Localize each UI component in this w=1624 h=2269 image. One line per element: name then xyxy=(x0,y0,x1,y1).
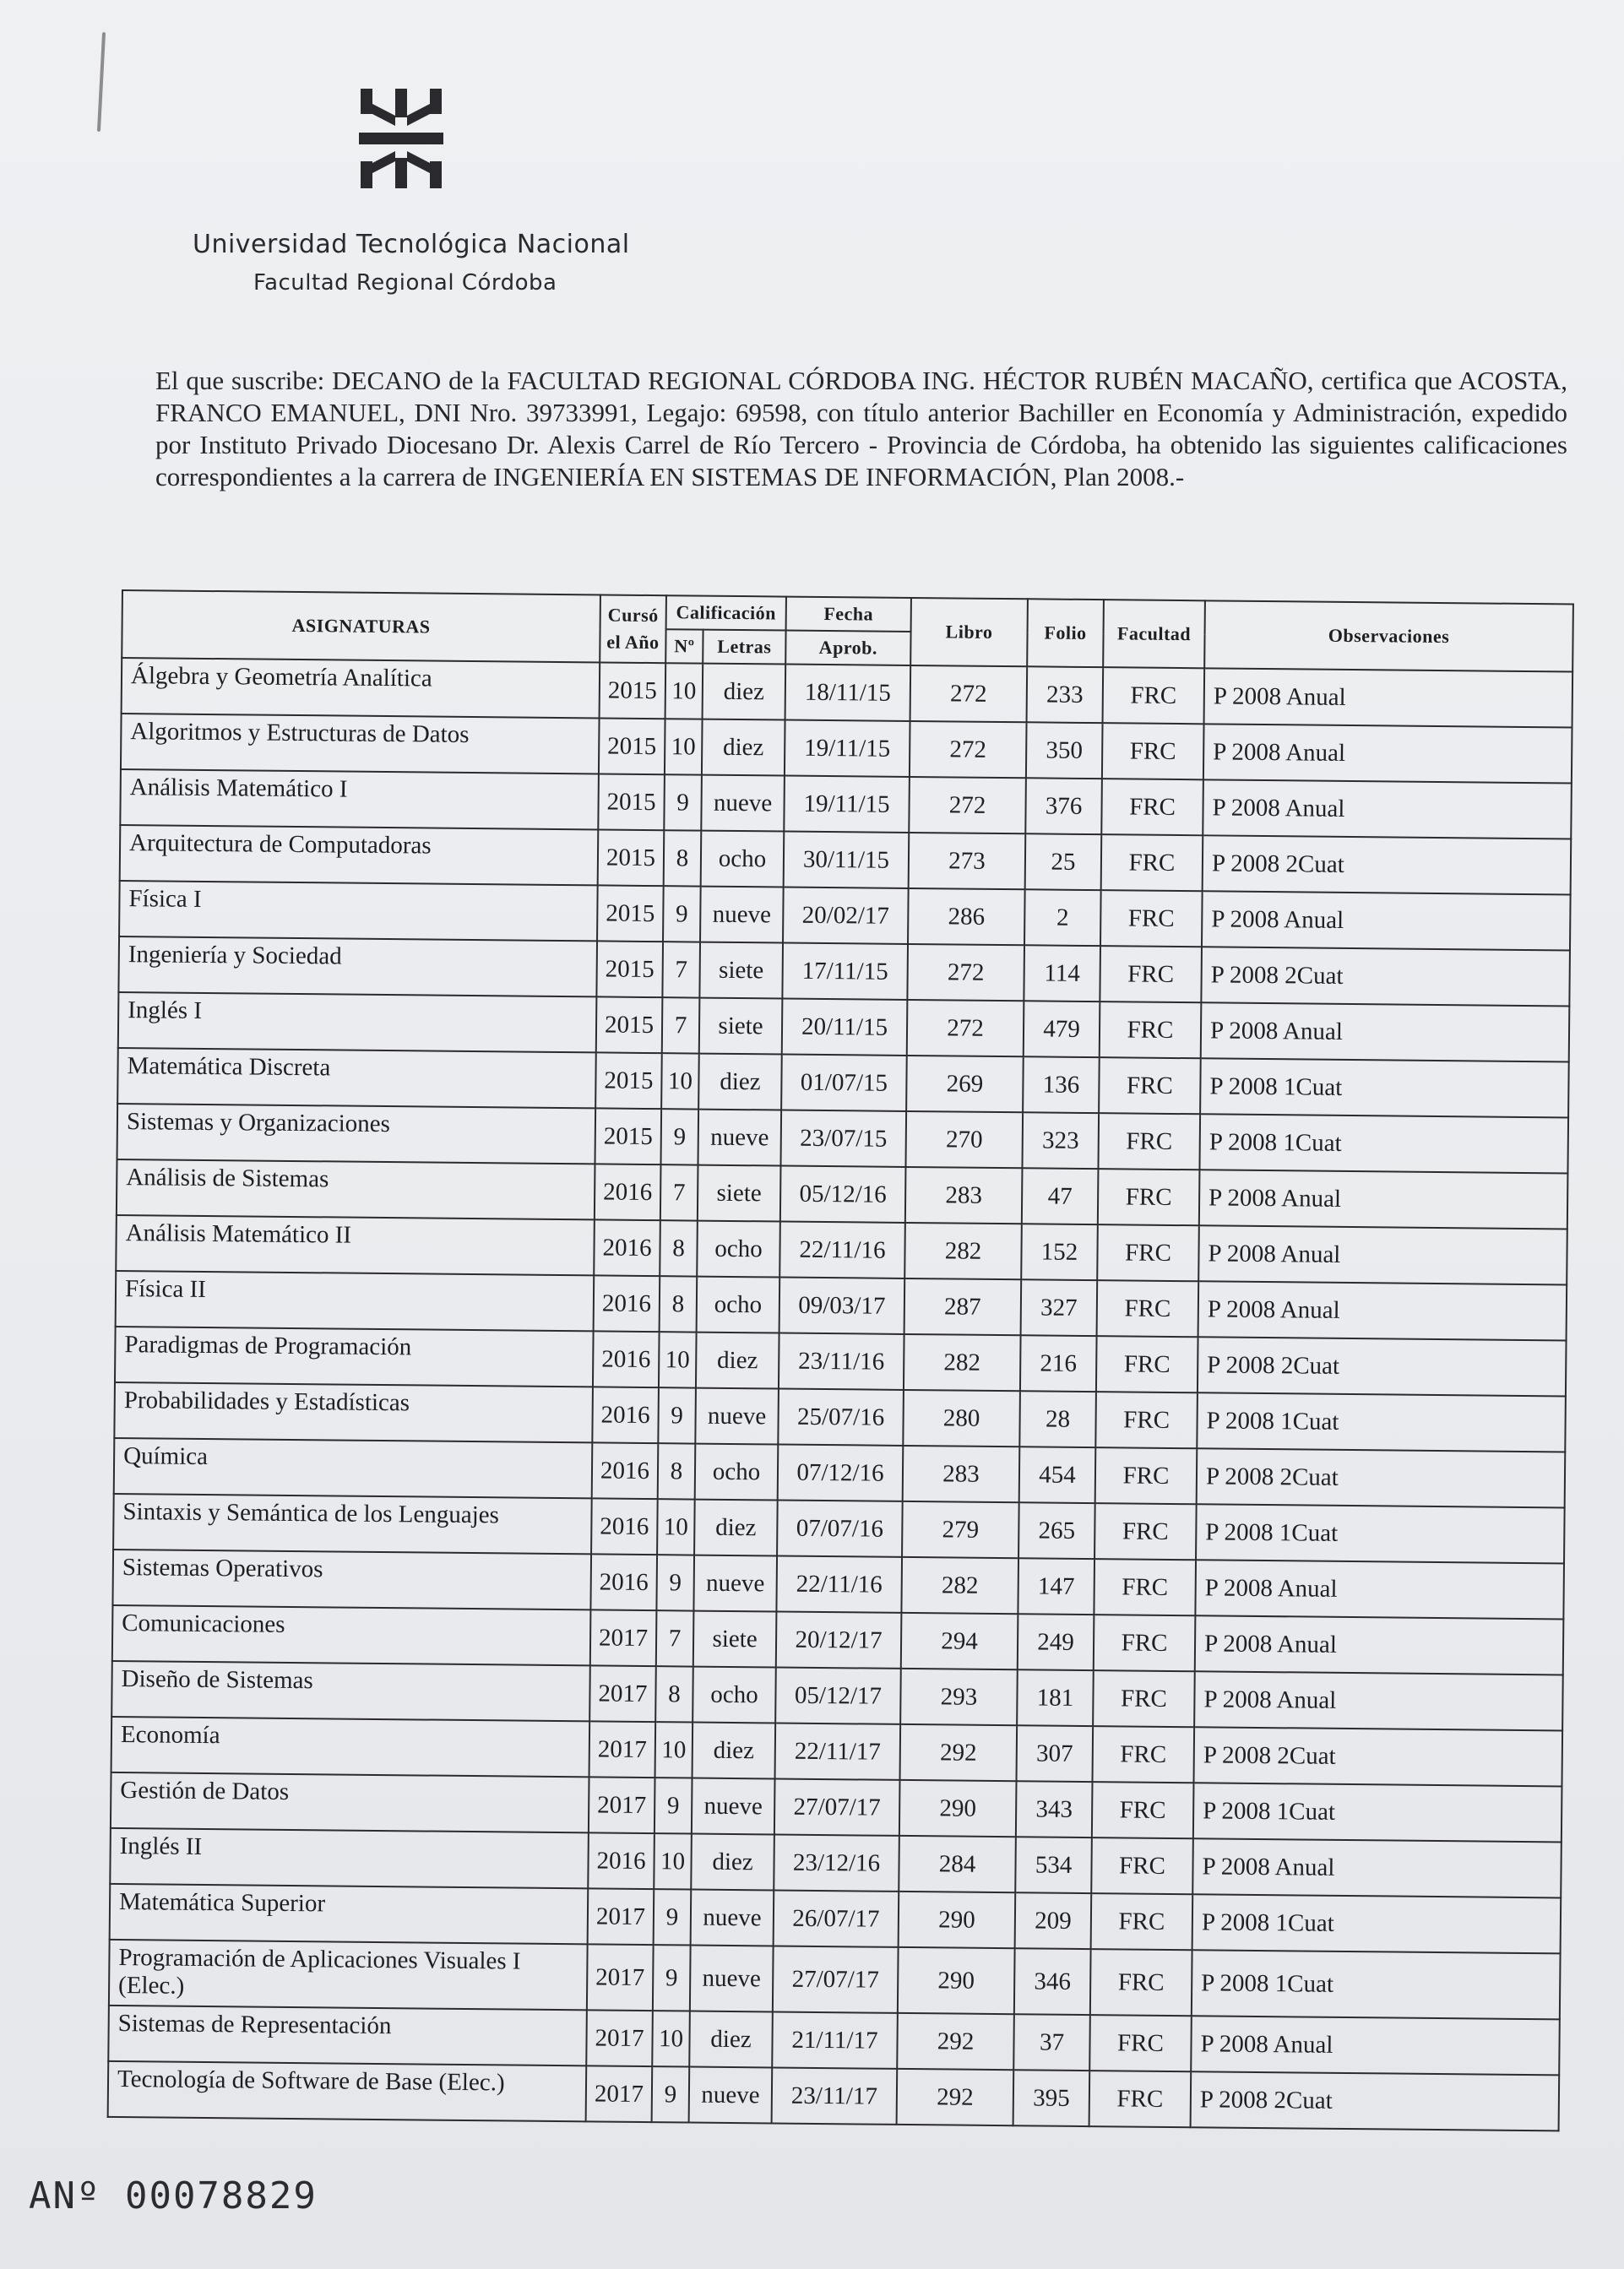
year-cell: 2015 xyxy=(596,996,663,1053)
year-cell: 2017 xyxy=(586,2010,653,2066)
observations-cell: P 2008 Anual xyxy=(1203,779,1572,839)
subject-cell: Ingeniería y Sociedad xyxy=(118,936,597,996)
subject-cell: Inglés II xyxy=(110,1828,589,1888)
grade-letters-cell: diez xyxy=(703,664,786,720)
folio-cell: 323 xyxy=(1022,1112,1099,1169)
subject-cell: Economía xyxy=(111,1717,590,1777)
observations-cell: P 2008 1Cuat xyxy=(1199,1114,1568,1173)
subject-cell: Análisis de Sistemas xyxy=(117,1159,595,1219)
subject-cell: Química xyxy=(114,1438,593,1498)
faculty-cell: FRC xyxy=(1100,946,1202,1002)
date-cell: 20/11/15 xyxy=(782,999,908,1056)
folio-cell: 37 xyxy=(1013,2014,1090,2071)
subject-cell: Arquitectura de Computadoras xyxy=(120,825,599,885)
grade-letters-cell: nueve xyxy=(698,1110,781,1166)
year-cell: 2016 xyxy=(595,1164,661,1220)
faculty-name: Facultad Regional Córdoba xyxy=(253,270,557,296)
date-cell: 23/07/15 xyxy=(780,1110,906,1167)
subject-cell: Probabilidades y Estadísticas xyxy=(114,1382,593,1442)
date-cell: 09/03/17 xyxy=(779,1278,905,1334)
grade-number-cell: 9 xyxy=(653,1945,691,2011)
date-cell: 20/12/17 xyxy=(776,1611,902,1668)
faculty-cell: FRC xyxy=(1097,1280,1199,1337)
date-cell: 07/12/16 xyxy=(778,1445,904,1501)
date-cell: 27/07/17 xyxy=(773,1946,899,2012)
observations-cell: P 2008 Anual xyxy=(1199,1170,1568,1229)
grade-letters-cell: nueve xyxy=(700,887,784,943)
grade-letters-cell: nueve xyxy=(693,1555,777,1612)
faculty-cell: FRC xyxy=(1100,1002,1202,1058)
book-cell: 284 xyxy=(899,1836,1016,1892)
book-cell: 272 xyxy=(907,1000,1024,1056)
year-cell: 2015 xyxy=(598,774,665,830)
folio-cell: 28 xyxy=(1019,1391,1096,1447)
year-cell: 2016 xyxy=(588,1832,654,1889)
subject-cell: Diseño de Sistemas xyxy=(111,1661,590,1721)
header-subjects: ASIGNATURAS xyxy=(122,590,600,662)
date-cell: 26/07/17 xyxy=(774,1890,899,1946)
faculty-cell: FRC xyxy=(1101,834,1203,891)
observations-cell: P 2008 1Cuat xyxy=(1200,1058,1569,1117)
year-cell: 2015 xyxy=(595,1052,662,1109)
folio-cell: 136 xyxy=(1023,1056,1100,1113)
grade-letters-cell: nueve xyxy=(701,775,785,832)
grade-letters-cell: nueve xyxy=(691,1890,774,1946)
subject-cell: Algoritmos y Estructuras de Datos xyxy=(121,714,600,774)
book-cell: 272 xyxy=(909,777,1026,833)
grade-letters-cell: ocho xyxy=(695,1444,779,1501)
date-cell: 01/07/15 xyxy=(781,1055,907,1111)
year-cell: 2016 xyxy=(593,1331,660,1387)
book-cell: 290 xyxy=(898,1947,1015,2014)
grade-letters-cell: diez xyxy=(691,1834,774,1891)
folio-cell: 47 xyxy=(1022,1168,1099,1224)
grade-number-cell: 7 xyxy=(660,1164,698,1220)
grade-letters-cell: diez xyxy=(696,1333,779,1389)
book-cell: 290 xyxy=(899,1780,1017,1837)
folio-cell: 534 xyxy=(1015,1837,1092,1893)
folio-cell: 479 xyxy=(1024,1001,1100,1057)
grade-number-cell: 9 xyxy=(664,774,702,830)
faculty-cell: FRC xyxy=(1089,2015,1192,2071)
header-year xyxy=(600,594,666,663)
date-cell: 07/07/16 xyxy=(777,1501,903,1557)
book-cell: 287 xyxy=(904,1278,1022,1335)
subject-cell: Análisis Matemático I xyxy=(120,769,599,829)
observations-cell: P 2008 1Cuat xyxy=(1197,1392,1566,1452)
faculty-cell: FRC xyxy=(1094,1615,1196,1671)
book-cell: 286 xyxy=(908,888,1025,945)
book-cell: 280 xyxy=(903,1390,1020,1447)
grade-letters-cell: nueve xyxy=(690,1946,774,2012)
book-cell: 292 xyxy=(897,2069,1014,2125)
book-cell: 282 xyxy=(904,1334,1021,1391)
grade-number-cell: 8 xyxy=(664,830,702,886)
grade-letters-cell: diez xyxy=(689,2011,773,2068)
folio-cell: 209 xyxy=(1015,1892,1092,1949)
year-cell: 2015 xyxy=(596,941,663,997)
grade-letters-cell: ocho xyxy=(697,1221,780,1278)
grade-number-cell: 8 xyxy=(660,1276,698,1332)
year-cell: 2016 xyxy=(590,1554,657,1610)
grade-letters-cell: ocho xyxy=(693,1667,776,1723)
folio-cell: 327 xyxy=(1021,1279,1098,1336)
folio-cell: 376 xyxy=(1025,778,1102,834)
serial-number: ANº 00078829 xyxy=(29,2174,318,2217)
book-cell: 273 xyxy=(909,833,1026,889)
grade-letters-cell: siete xyxy=(693,1611,777,1668)
faculty-cell: FRC xyxy=(1097,1224,1199,1281)
book-cell: 282 xyxy=(901,1557,1018,1614)
faculty-cell: FRC xyxy=(1092,1726,1194,1783)
observations-cell: P 2008 2Cuat xyxy=(1198,1337,1567,1396)
observations-cell: P 2008 Anual xyxy=(1194,1671,1563,1730)
grade-letters-cell: siete xyxy=(699,998,783,1055)
grade-letters-cell: nueve xyxy=(689,2067,773,2124)
year-cell: 2017 xyxy=(587,1944,654,2011)
book-cell: 272 xyxy=(910,665,1028,722)
grade-number-cell: 10 xyxy=(657,1499,695,1555)
date-cell: 23/12/16 xyxy=(774,1834,899,1891)
grade-number-cell: 10 xyxy=(652,2011,690,2066)
faculty-cell: FRC xyxy=(1101,779,1203,835)
subject-cell: Inglés I xyxy=(118,992,597,1052)
date-cell: 22/11/16 xyxy=(779,1222,905,1278)
grade-letters-cell: nueve xyxy=(695,1388,779,1445)
book-cell: 270 xyxy=(905,1111,1023,1168)
book-cell: 272 xyxy=(910,721,1027,778)
date-cell: 17/11/15 xyxy=(782,943,908,1000)
faculty-cell: FRC xyxy=(1095,1392,1198,1448)
subject-cell: Tecnología de Software de Base (Elec.) xyxy=(108,2061,587,2121)
folio-cell: 114 xyxy=(1024,945,1100,1002)
subject-cell: Matemática Superior xyxy=(110,1884,589,1944)
subject-cell: Física II xyxy=(116,1271,595,1331)
header-observations: Observaciones xyxy=(1204,600,1573,671)
grade-number-cell: 9 xyxy=(652,2066,690,2122)
grade-number-cell: 10 xyxy=(665,663,703,719)
observations-cell: P 2008 Anual xyxy=(1203,724,1572,783)
folio-cell: 181 xyxy=(1017,1669,1094,1726)
grade-number-cell: 10 xyxy=(654,1833,692,1889)
year-cell: 2016 xyxy=(591,1498,658,1555)
year-cell: 2016 xyxy=(594,1275,660,1332)
observations-cell: P 2008 2Cuat xyxy=(1197,1448,1566,1507)
year-cell: 2017 xyxy=(590,1609,657,1666)
book-cell: 283 xyxy=(903,1446,1020,1502)
grade-number-cell: 8 xyxy=(655,1666,693,1722)
book-cell: 283 xyxy=(905,1167,1023,1224)
observations-cell: P 2008 2Cuat xyxy=(1203,835,1572,894)
observations-cell: P 2008 Anual xyxy=(1198,1281,1567,1340)
book-cell: 290 xyxy=(899,1892,1016,1948)
observations-cell: P 2008 1Cuat xyxy=(1193,1783,1562,1842)
faculty-cell: FRC xyxy=(1090,1949,1192,2016)
header-grade: Calificación xyxy=(666,595,786,630)
pen-mark xyxy=(97,32,106,132)
grade-number-cell: 10 xyxy=(661,1053,699,1109)
observations-cell: P 2008 1Cuat xyxy=(1192,1894,1562,1953)
faculty-cell: FRC xyxy=(1093,1670,1195,1727)
year-cell: 2017 xyxy=(589,1665,656,1722)
grade-number-cell: 8 xyxy=(660,1220,698,1276)
observations-cell: P 2008 Anual xyxy=(1204,668,1573,727)
date-cell: 19/11/15 xyxy=(784,776,910,833)
date-cell: 20/02/17 xyxy=(783,888,909,944)
folio-cell: 249 xyxy=(1018,1614,1094,1670)
observations-cell: P 2008 Anual xyxy=(1202,891,1571,950)
grade-number-cell: 7 xyxy=(662,942,700,997)
year-cell: 2017 xyxy=(586,2065,653,2122)
grade-letters-cell: ocho xyxy=(701,831,785,888)
university-name: Universidad Tecnológica Nacional xyxy=(193,230,630,259)
subject-cell: Sistemas de Representación xyxy=(108,2006,587,2065)
folio-cell: 233 xyxy=(1027,666,1104,723)
date-cell: 23/11/16 xyxy=(779,1333,904,1390)
folio-cell: 152 xyxy=(1021,1224,1098,1280)
grade-number-cell: 9 xyxy=(663,886,701,942)
year-cell: 2015 xyxy=(600,662,666,719)
grade-number-cell: 9 xyxy=(658,1387,696,1443)
grade-letters-cell: diez xyxy=(693,1723,776,1779)
book-cell: 269 xyxy=(906,1056,1024,1112)
date-cell: 22/11/16 xyxy=(776,1556,902,1613)
header-date-bottom: Aprob. xyxy=(785,631,910,665)
date-cell: 05/12/17 xyxy=(775,1667,901,1723)
subject-cell: Comunicaciones xyxy=(112,1605,591,1665)
faculty-cell: FRC xyxy=(1092,1782,1194,1838)
grade-number-cell: 9 xyxy=(654,1778,693,1833)
faculty-cell: FRC xyxy=(1098,1113,1200,1170)
faculty-cell: FRC xyxy=(1103,667,1205,724)
year-cell: 2017 xyxy=(589,1777,655,1833)
book-cell: 292 xyxy=(897,2013,1014,2070)
year-cell: 2016 xyxy=(592,1387,659,1443)
subject-cell: Sistemas Operativos xyxy=(112,1550,591,1609)
subject-cell: Sistemas y Organizaciones xyxy=(117,1104,596,1164)
folio-cell: 2 xyxy=(1024,889,1101,946)
header-folio: Folio xyxy=(1027,599,1104,667)
grades-table xyxy=(107,589,1574,2131)
grade-number-cell: 10 xyxy=(659,1332,697,1387)
year-cell: 2016 xyxy=(594,1219,660,1276)
grade-letters-cell: diez xyxy=(698,1054,782,1110)
grade-letters-cell: nueve xyxy=(692,1778,775,1835)
date-cell: 27/07/17 xyxy=(774,1778,900,1835)
folio-cell: 454 xyxy=(1019,1447,1096,1503)
faculty-cell: FRC xyxy=(1091,1837,1193,1894)
faculty-cell: FRC xyxy=(1094,1559,1196,1615)
date-cell: 22/11/17 xyxy=(775,1723,901,1779)
year-cell: 2015 xyxy=(598,829,665,886)
grade-number-cell: 10 xyxy=(655,1722,693,1778)
observations-cell: P 2008 1Cuat xyxy=(1192,1950,1561,2019)
faculty-cell: FRC xyxy=(1094,1503,1197,1560)
grade-number-cell: 9 xyxy=(654,1889,692,1945)
observations-cell: P 2008 Anual xyxy=(1198,1225,1567,1284)
faculty-cell: FRC xyxy=(1102,723,1204,779)
certification-paragraph: El que suscribe: DECANO de la FACULTAD REGIONAL CÓRDOBA ING. HÉCTOR RUBÉN MACAÑO, certifica que ACOSTA, FRANCO EMANUEL, DNI Nro. 39733991, Legajo: 69598, con título anterior Bachiller en Economía y Administración, expedido por Instituto Privado Diocesano Dr. Alexis Carrel de Río Tercero - Provincia de Córdoba, ha obtenido las siguientes calificaciones correspondientes a la carrera de INGENIERÍA EN SISTEMAS DE INFORMACIÓN, Plan 2008.- xyxy=(155,366,1567,491)
year-cell: 2017 xyxy=(588,1888,654,1945)
book-cell: 272 xyxy=(907,944,1024,1001)
book-cell: 282 xyxy=(904,1223,1022,1279)
observations-cell: P 2008 Anual xyxy=(1201,1002,1570,1061)
year-cell: 2015 xyxy=(595,1108,661,1164)
folio-cell: 346 xyxy=(1014,1948,1091,2015)
grade-letters-cell: siete xyxy=(699,942,783,999)
year-cell: 2017 xyxy=(589,1721,656,1778)
year-cell: 2015 xyxy=(599,718,665,774)
utn-logo-icon xyxy=(359,89,443,188)
grade-number-cell: 8 xyxy=(658,1443,696,1499)
faculty-cell: FRC xyxy=(1096,1336,1198,1392)
grade-letters-cell: diez xyxy=(694,1500,778,1556)
subject-cell: Álgebra y Geometría Analítica xyxy=(122,658,600,718)
header-grade-letters: Letras xyxy=(703,630,785,665)
date-cell: 30/11/15 xyxy=(784,832,910,888)
observations-cell: P 2008 2Cuat xyxy=(1191,2071,1560,2131)
book-cell: 294 xyxy=(901,1613,1018,1669)
observations-cell: P 2008 1Cuat xyxy=(1196,1504,1565,1563)
faculty-cell: FRC xyxy=(1098,1169,1200,1225)
date-cell: 18/11/15 xyxy=(785,665,911,721)
grade-number-cell: 9 xyxy=(656,1555,694,1610)
faculty-cell: FRC xyxy=(1095,1447,1198,1504)
subject-cell: Análisis Matemático II xyxy=(116,1215,595,1275)
book-cell: 279 xyxy=(902,1501,1019,1558)
faculty-cell: FRC xyxy=(1100,890,1203,947)
faculty-cell: FRC xyxy=(1089,2071,1192,2127)
folio-cell: 395 xyxy=(1013,2070,1090,2126)
year-cell: 2016 xyxy=(592,1442,659,1499)
folio-cell: 343 xyxy=(1016,1781,1093,1837)
grade-letters-cell: diez xyxy=(702,719,785,776)
subject-cell: Matemática Discreta xyxy=(117,1048,596,1108)
faculty-cell: FRC xyxy=(1099,1057,1201,1114)
folio-cell: 265 xyxy=(1018,1502,1095,1559)
subject-cell: Sintaxis y Semántica de los Lenguajes xyxy=(113,1494,592,1554)
observations-cell: P 2008 Anual xyxy=(1191,2016,1560,2075)
folio-cell: 147 xyxy=(1018,1558,1094,1615)
date-cell: 05/12/16 xyxy=(780,1166,906,1223)
header-date-top: Fecha xyxy=(786,597,911,632)
grade-number-cell: 7 xyxy=(662,997,700,1053)
observations-cell: P 2008 2Cuat xyxy=(1193,1727,1562,1786)
subject-cell: Física I xyxy=(119,881,598,941)
observations-cell: P 2008 2Cuat xyxy=(1201,947,1570,1006)
observations-cell: P 2008 Anual xyxy=(1195,1615,1564,1675)
subject-cell: Programación de Aplicaciones Visuales I (Elec.) xyxy=(109,1940,588,2010)
date-cell: 25/07/16 xyxy=(778,1389,904,1446)
header-grade-number: Nº xyxy=(665,629,703,663)
book-cell: 293 xyxy=(900,1669,1018,1725)
header-book: Libro xyxy=(910,598,1028,666)
date-cell: 19/11/15 xyxy=(785,720,910,777)
header-faculty: Facultad xyxy=(1103,600,1205,668)
grade-number-cell: 9 xyxy=(660,1109,698,1164)
subject-cell: Gestión de Datos xyxy=(111,1772,589,1832)
folio-cell: 25 xyxy=(1025,833,1102,890)
grade-letters-cell: ocho xyxy=(697,1277,780,1333)
grade-letters-cell: siete xyxy=(698,1165,781,1222)
observations-cell: P 2008 Anual xyxy=(1195,1560,1564,1619)
folio-cell: 216 xyxy=(1020,1335,1097,1392)
folio-cell: 350 xyxy=(1026,722,1103,779)
book-cell: 292 xyxy=(900,1724,1018,1781)
date-cell: 21/11/17 xyxy=(772,2011,898,2068)
header-year-top: Cursó xyxy=(607,604,659,627)
year-cell: 2015 xyxy=(597,885,664,942)
date-cell: 23/11/17 xyxy=(772,2067,898,2124)
folio-cell: 307 xyxy=(1017,1725,1094,1782)
grade-number-cell: 7 xyxy=(656,1610,694,1666)
subject-cell: Paradigmas de Programación xyxy=(115,1327,594,1387)
grade-number-cell: 10 xyxy=(665,719,703,774)
observations-cell: P 2008 Anual xyxy=(1192,1838,1562,1897)
header-year-bottom: el Año xyxy=(606,631,660,654)
faculty-cell: FRC xyxy=(1091,1893,1193,1950)
